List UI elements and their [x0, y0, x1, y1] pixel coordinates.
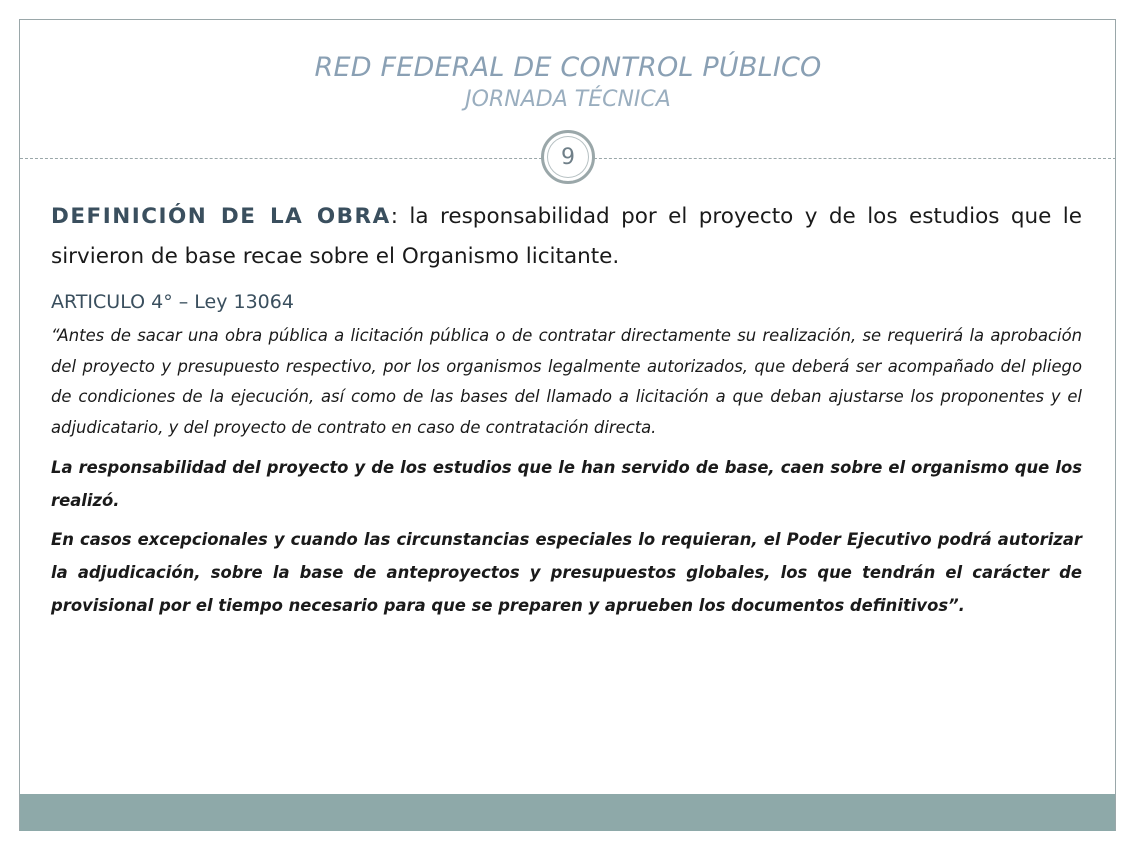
bold-paragraph-responsibility: La responsabilidad del proyecto y de los estudios que le han servido de base, caen sobre el organismo que los realizó. [51, 458, 1082, 510]
lead-paragraph [51, 197, 1082, 277]
quote-paragraph: “Antes de sacar una obra pública a licitación pública o de contratar directamente su realización, se requerirá la aprobación del proyecto y presupuesto respectivo, por los organismos legalmente autorizados, que deberá ser acompañado del pliego de condiciones de la ejecución, así como de las bases del llamado a licitación a que deban ajustarse los proponentes y el adjudicatario, y del proyecto de contrato en caso de contratación directa. [51, 326, 1082, 437]
bold-paragraph-exceptions: En casos excepcionales y cuando las circunstancias especiales lo requieran, el Poder Ejecutivo podrá autorizar la adjudicación, sobre la base de anteproyectos y presupuestos globales, los que tendrán el carácter de provisional por el tiempo necesario para que se preparen y aprueben los documentos definitivos”. [51, 530, 1082, 615]
article-heading: ARTICULO 4° – Ley 13064 [51, 291, 294, 313]
slide-subtitle: JORNADA TÉCNICA [465, 87, 671, 112]
page-number-badge: 9 [541, 130, 595, 184]
slide-content [51, 197, 1082, 622]
lead-label: DEFINICIÓN DE LA OBRA [51, 204, 391, 229]
slide-title: RED FEDERAL DE CONTROL PÚBLICO [314, 52, 822, 83]
lead-text: : la responsabilidad por el proyecto y de los estudios que le sirvieron de base recae sobre el Organismo licitante. [51, 204, 1082, 269]
footer-band [20, 794, 1115, 831]
